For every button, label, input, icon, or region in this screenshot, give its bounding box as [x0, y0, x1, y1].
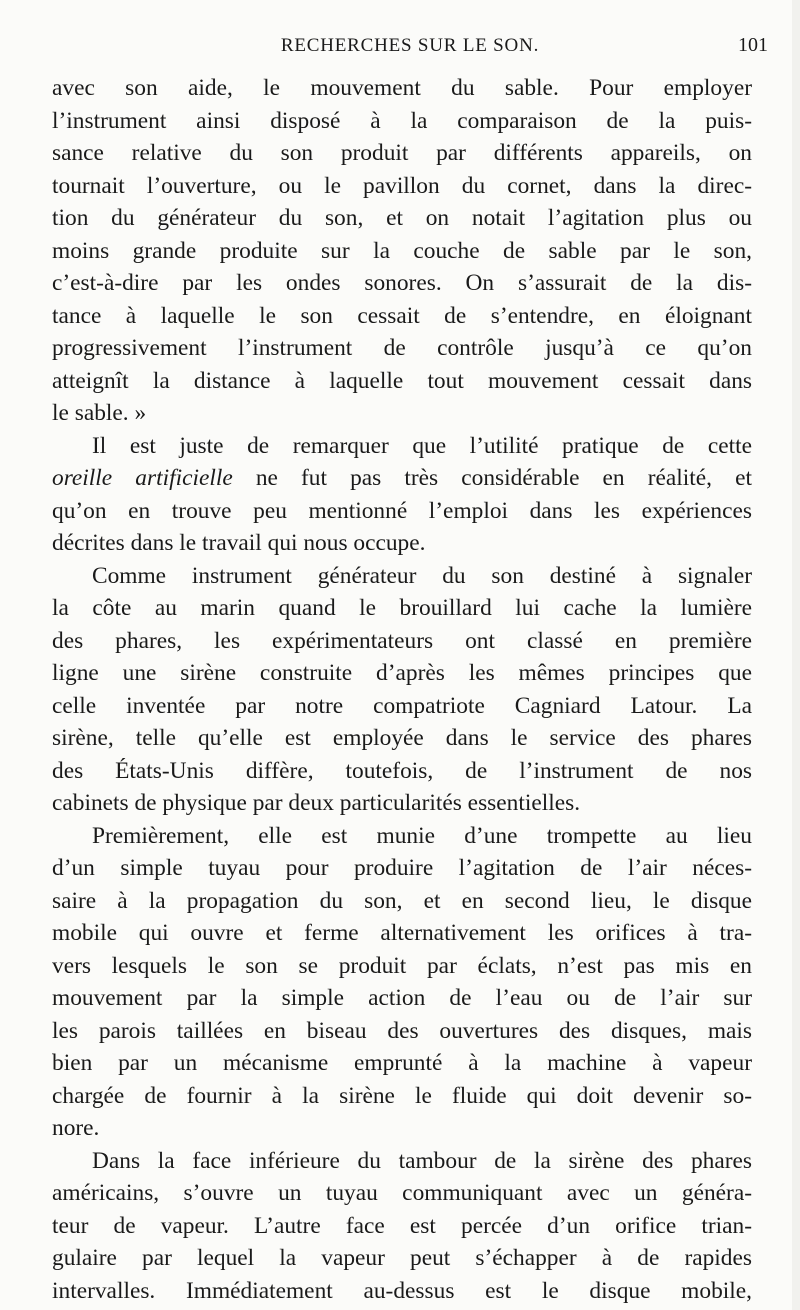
text-line: gulaire par lequel la vapeur peut s’échapper à de rapides — [52, 1245, 752, 1271]
text-line: mouvement par la simple action de l’eau ou de l’air sur — [52, 985, 752, 1011]
text-line: d’un simple tuyau pour produire l’agitation de l’air néces- — [52, 855, 752, 881]
running-title: RECHERCHES SUR LE SON. — [280, 35, 540, 56]
text-line: sance relative du son produit par différents appareils, on — [52, 140, 752, 166]
text-line: les parois taillées en biseau des ouvertures des disques, mais — [52, 1017, 752, 1044]
text-line: nore. — [52, 1115, 100, 1141]
text-line: c’est-à-dire par les ondes sonores. On s’assurait de la dis- — [52, 270, 752, 296]
text-line: qu’on en trouve peu mentionné l’emploi dans les expériences — [52, 497, 752, 524]
text-line: ligne une sirène construite d’après les mêmes principes que — [52, 660, 752, 686]
text-line: la côte au marin quand le brouillard lui cache la lumière — [52, 595, 752, 621]
text-line: Premièrement, elle est munie d’une trompette au lieu — [92, 822, 752, 849]
paragraph-2 — [52, 430, 752, 560]
text-line: saire à la propagation du son, et en second lieu, le disque — [52, 887, 752, 914]
paragraph-5 — [52, 1145, 752, 1308]
text-line: moins grande produite sur la couche de sable par le son, — [52, 237, 752, 264]
body-text — [52, 72, 752, 1307]
text-line: Dans la face inférieure du tambour de la sirène des phares — [92, 1147, 752, 1174]
text-line: teur de vapeur. L’autre face est percée d’un orifice trian- — [52, 1212, 752, 1239]
text-span: ne fut pas très considérable en réalité, et — [232, 465, 752, 491]
text-line: progressivement l’instrument de contrôle jusqu’à ce qu’on — [52, 335, 752, 361]
text-line — [52, 462, 752, 495]
text-line: chargée de fournir à la sirène le fluide qui doit devenir so- — [52, 1082, 752, 1109]
paragraph-3 — [52, 560, 752, 820]
text-line: mobile qui ouvre et ferme alternativement les orifices à tra- — [52, 920, 752, 946]
text-line: Comme instrument générateur du son destiné à signaler — [92, 562, 752, 589]
text-line: tion du générateur du son, et on notait l’agitation plus ou — [52, 205, 752, 231]
text-line: des États-Unis diffère, toutefois, de l’instrument de nos — [52, 757, 752, 784]
text-line: intervalles. Immédiatement au-dessus est le disque mobile, — [52, 1277, 752, 1304]
text-line: avec son aide, le mouvement du sable. Pour employer — [52, 75, 752, 101]
text-line: atteignît la distance à laquelle tout mouvement cessait dans — [52, 367, 752, 394]
text-line: tance à laquelle le son cessait de s’entendre, en éloignant — [52, 302, 752, 329]
page-header — [52, 33, 768, 63]
text-line: bien par un mécanisme emprunté à la machine à vapeur — [52, 1050, 752, 1076]
italic-term: oreille artificielle — [52, 465, 233, 491]
text-line: américains, s’ouvre un tuyau communiquant avec un généra- — [52, 1180, 752, 1206]
text-line: cabinets de physique par deux particularités essentielles. — [52, 790, 581, 816]
text-line: l’instrument ainsi disposé à la comparaison de la puis- — [52, 107, 752, 134]
text-line: celle inventée par notre compatriote Cagniard Latour. La — [52, 692, 752, 719]
page-number: 101 — [738, 34, 768, 56]
text-line: vers lesquels le son se produit par éclats, n’est pas mis en — [52, 952, 752, 979]
paragraph-1 — [52, 72, 752, 430]
text-line: décrites dans le travail qui nous occupe. — [52, 530, 426, 556]
text-line: tournait l’ouverture, ou le pavillon du cornet, dans la direc- — [52, 172, 752, 199]
text-line: le sable. » — [52, 400, 147, 426]
text-line: sirène, telle qu’elle est employée dans le service des phares — [52, 725, 752, 751]
paragraph-4 — [52, 820, 752, 1145]
text-line: Il est juste de remarquer que l’utilité pratique de cette — [92, 432, 752, 459]
text-line: des phares, les expérimentateurs ont classé en première — [52, 627, 752, 654]
page-edge — [792, 0, 800, 1310]
